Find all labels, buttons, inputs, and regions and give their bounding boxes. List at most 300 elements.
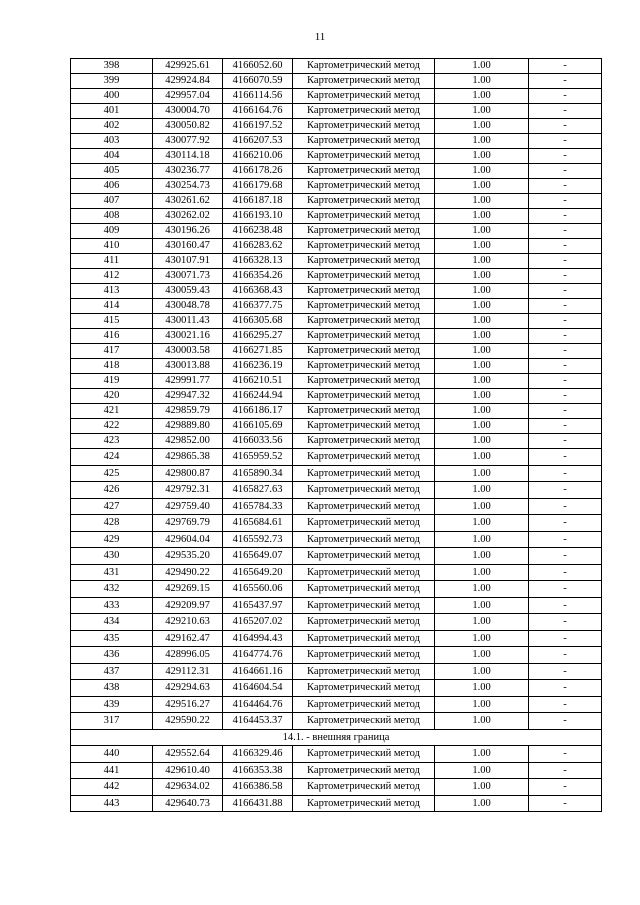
- method-cell: Картометрический метод: [293, 597, 435, 614]
- y-coordinate-cell: 4166210.51: [223, 374, 293, 389]
- description-cell: -: [529, 74, 602, 89]
- x-coordinate-cell: 430254.73: [153, 179, 223, 194]
- x-coordinate-cell: 429759.40: [153, 498, 223, 515]
- x-coordinate-cell: 429634.02: [153, 779, 223, 796]
- point-number-cell: 407: [71, 194, 153, 209]
- accuracy-cell: 1.00: [435, 284, 529, 299]
- table-row: [71, 269, 602, 284]
- x-coordinate-cell: 429769.79: [153, 515, 223, 532]
- y-coordinate-cell: 4165437.97: [223, 597, 293, 614]
- method-cell: Картометрический метод: [293, 389, 435, 404]
- y-coordinate-cell: 4166178.26: [223, 164, 293, 179]
- method-cell: Картометрический метод: [293, 449, 435, 466]
- table-row: [71, 449, 602, 466]
- point-number-cell: 401: [71, 104, 153, 119]
- method-cell: Картометрический метод: [293, 299, 435, 314]
- point-number-cell: 440: [71, 746, 153, 763]
- point-number-cell: 421: [71, 404, 153, 419]
- table-row: [71, 89, 602, 104]
- accuracy-cell: 1.00: [435, 104, 529, 119]
- method-cell: Картометрический метод: [293, 465, 435, 482]
- accuracy-cell: 1.00: [435, 419, 529, 434]
- point-number-cell: 427: [71, 498, 153, 515]
- accuracy-cell: 1.00: [435, 389, 529, 404]
- accuracy-cell: 1.00: [435, 359, 529, 374]
- method-cell: Картометрический метод: [293, 795, 435, 812]
- table-row: [71, 630, 602, 647]
- description-cell: -: [529, 762, 602, 779]
- table-row: [71, 59, 602, 74]
- point-number-cell: 434: [71, 614, 153, 631]
- accuracy-cell: 1.00: [435, 663, 529, 680]
- y-coordinate-cell: 4166197.52: [223, 119, 293, 134]
- x-coordinate-cell: 430021.16: [153, 329, 223, 344]
- x-coordinate-cell: 429294.63: [153, 680, 223, 697]
- table-row: [71, 299, 602, 314]
- table-row: [71, 746, 602, 763]
- accuracy-cell: 1.00: [435, 269, 529, 284]
- method-cell: Картометрический метод: [293, 515, 435, 532]
- y-coordinate-cell: 4165592.73: [223, 531, 293, 548]
- x-coordinate-cell: 429925.61: [153, 59, 223, 74]
- point-number-cell: 422: [71, 419, 153, 434]
- accuracy-cell: 1.00: [435, 119, 529, 134]
- x-coordinate-cell: 430003.58: [153, 344, 223, 359]
- y-coordinate-cell: 4165684.61: [223, 515, 293, 532]
- point-number-cell: 416: [71, 329, 153, 344]
- accuracy-cell: 1.00: [435, 779, 529, 796]
- accuracy-cell: 1.00: [435, 746, 529, 763]
- method-cell: Картометрический метод: [293, 614, 435, 631]
- x-coordinate-cell: 429210.63: [153, 614, 223, 631]
- method-cell: Картометрический метод: [293, 647, 435, 664]
- description-cell: -: [529, 89, 602, 104]
- description-cell: -: [529, 179, 602, 194]
- point-number-cell: 400: [71, 89, 153, 104]
- point-number-cell: 442: [71, 779, 153, 796]
- description-cell: -: [529, 581, 602, 598]
- table-row: [71, 254, 602, 269]
- description-cell: -: [529, 746, 602, 763]
- x-coordinate-cell: 430050.82: [153, 119, 223, 134]
- accuracy-cell: 1.00: [435, 299, 529, 314]
- method-cell: Картометрический метод: [293, 359, 435, 374]
- accuracy-cell: 1.00: [435, 344, 529, 359]
- x-coordinate-cell: 430262.02: [153, 209, 223, 224]
- point-number-cell: 417: [71, 344, 153, 359]
- table-row: [71, 404, 602, 419]
- y-coordinate-cell: 4166210.06: [223, 149, 293, 164]
- y-coordinate-cell: 4164774.76: [223, 647, 293, 664]
- description-cell: -: [529, 779, 602, 796]
- table-row: [71, 498, 602, 515]
- y-coordinate-cell: 4166271.85: [223, 344, 293, 359]
- description-cell: -: [529, 663, 602, 680]
- point-number-cell: 414: [71, 299, 153, 314]
- point-number-cell: 413: [71, 284, 153, 299]
- table-row: [71, 795, 602, 812]
- description-cell: -: [529, 449, 602, 466]
- table-row: [71, 515, 602, 532]
- table-row: [71, 224, 602, 239]
- accuracy-cell: 1.00: [435, 59, 529, 74]
- x-coordinate-cell: 429800.87: [153, 465, 223, 482]
- x-coordinate-cell: 429552.64: [153, 746, 223, 763]
- y-coordinate-cell: 4164453.37: [223, 713, 293, 730]
- y-coordinate-cell: 4166186.17: [223, 404, 293, 419]
- y-coordinate-cell: 4166236.19: [223, 359, 293, 374]
- x-coordinate-cell: 430059.43: [153, 284, 223, 299]
- accuracy-cell: 1.00: [435, 647, 529, 664]
- method-cell: Картометрический метод: [293, 374, 435, 389]
- x-coordinate-cell: 430013.88: [153, 359, 223, 374]
- method-cell: Картометрический метод: [293, 179, 435, 194]
- description-cell: -: [529, 374, 602, 389]
- point-number-cell: 410: [71, 239, 153, 254]
- method-cell: Картометрический метод: [293, 59, 435, 74]
- method-cell: Картометрический метод: [293, 498, 435, 515]
- y-coordinate-cell: 4166179.68: [223, 179, 293, 194]
- table-row: [71, 119, 602, 134]
- y-coordinate-cell: 4166238.48: [223, 224, 293, 239]
- point-number-cell: 404: [71, 149, 153, 164]
- description-cell: -: [529, 614, 602, 631]
- point-number-cell: 406: [71, 179, 153, 194]
- y-coordinate-cell: 4166377.75: [223, 299, 293, 314]
- y-coordinate-cell: 4166105.69: [223, 419, 293, 434]
- y-coordinate-cell: 4166328.13: [223, 254, 293, 269]
- accuracy-cell: 1.00: [435, 134, 529, 149]
- x-coordinate-cell: 430011.43: [153, 314, 223, 329]
- method-cell: Картометрический метод: [293, 89, 435, 104]
- point-number-cell: 411: [71, 254, 153, 269]
- y-coordinate-cell: 4166283.62: [223, 239, 293, 254]
- accuracy-cell: 1.00: [435, 224, 529, 239]
- description-cell: -: [529, 59, 602, 74]
- point-number-cell: 426: [71, 482, 153, 499]
- x-coordinate-cell: 429947.32: [153, 389, 223, 404]
- accuracy-cell: 1.00: [435, 795, 529, 812]
- table-row: [71, 779, 602, 796]
- method-cell: Картометрический метод: [293, 762, 435, 779]
- accuracy-cell: 1.00: [435, 465, 529, 482]
- description-cell: -: [529, 119, 602, 134]
- point-number-cell: 420: [71, 389, 153, 404]
- x-coordinate-cell: 430236.77: [153, 164, 223, 179]
- method-cell: Картометрический метод: [293, 239, 435, 254]
- x-coordinate-cell: 430196.26: [153, 224, 223, 239]
- point-number-cell: 429: [71, 531, 153, 548]
- point-number-cell: 403: [71, 134, 153, 149]
- description-cell: -: [529, 284, 602, 299]
- description-cell: -: [529, 647, 602, 664]
- x-coordinate-cell: 430048.78: [153, 299, 223, 314]
- y-coordinate-cell: 4165649.20: [223, 564, 293, 581]
- accuracy-cell: 1.00: [435, 696, 529, 713]
- x-coordinate-cell: 430160.47: [153, 239, 223, 254]
- accuracy-cell: 1.00: [435, 564, 529, 581]
- table-row: [71, 713, 602, 730]
- accuracy-cell: 1.00: [435, 548, 529, 565]
- y-coordinate-cell: 4166052.60: [223, 59, 293, 74]
- description-cell: -: [529, 104, 602, 119]
- method-cell: Картометрический метод: [293, 531, 435, 548]
- method-cell: Картометрический метод: [293, 779, 435, 796]
- y-coordinate-cell: 4165784.33: [223, 498, 293, 515]
- table-row: [71, 663, 602, 680]
- y-coordinate-cell: 4165560.06: [223, 581, 293, 598]
- method-cell: Картометрический метод: [293, 254, 435, 269]
- table-row: [71, 209, 602, 224]
- table-row: [71, 696, 602, 713]
- accuracy-cell: 1.00: [435, 498, 529, 515]
- x-coordinate-cell: 429112.31: [153, 663, 223, 680]
- description-cell: -: [529, 531, 602, 548]
- table-row: [71, 581, 602, 598]
- y-coordinate-cell: 4166070.59: [223, 74, 293, 89]
- page-number: 11: [314, 31, 326, 43]
- method-cell: Картометрический метод: [293, 269, 435, 284]
- y-coordinate-cell: 4166329.46: [223, 746, 293, 763]
- y-coordinate-cell: 4166368.43: [223, 284, 293, 299]
- section-heading-row: [71, 729, 602, 746]
- y-coordinate-cell: 4165959.52: [223, 449, 293, 466]
- accuracy-cell: 1.00: [435, 89, 529, 104]
- method-cell: Картометрический метод: [293, 209, 435, 224]
- method-cell: Картометрический метод: [293, 696, 435, 713]
- description-cell: -: [529, 239, 602, 254]
- accuracy-cell: 1.00: [435, 482, 529, 499]
- accuracy-cell: 1.00: [435, 434, 529, 449]
- point-number-cell: 402: [71, 119, 153, 134]
- x-coordinate-cell: 430077.92: [153, 134, 223, 149]
- method-cell: Картометрический метод: [293, 713, 435, 730]
- accuracy-cell: 1.00: [435, 374, 529, 389]
- x-coordinate-cell: 429852.00: [153, 434, 223, 449]
- point-number-cell: 317: [71, 713, 153, 730]
- point-number-cell: 431: [71, 564, 153, 581]
- description-cell: -: [529, 314, 602, 329]
- description-cell: -: [529, 548, 602, 565]
- x-coordinate-cell: 430071.73: [153, 269, 223, 284]
- point-number-cell: 408: [71, 209, 153, 224]
- table-row: [71, 419, 602, 434]
- table-row: [71, 465, 602, 482]
- description-cell: -: [529, 795, 602, 812]
- point-number-cell: 430: [71, 548, 153, 565]
- accuracy-cell: 1.00: [435, 194, 529, 209]
- description-cell: -: [529, 482, 602, 499]
- table-row: [71, 434, 602, 449]
- method-cell: Картометрический метод: [293, 149, 435, 164]
- accuracy-cell: 1.00: [435, 680, 529, 697]
- description-cell: -: [529, 329, 602, 344]
- table-row: [71, 179, 602, 194]
- x-coordinate-cell: 429590.22: [153, 713, 223, 730]
- y-coordinate-cell: 4166187.18: [223, 194, 293, 209]
- accuracy-cell: 1.00: [435, 515, 529, 532]
- method-cell: Картометрический метод: [293, 344, 435, 359]
- point-number-cell: 423: [71, 434, 153, 449]
- accuracy-cell: 1.00: [435, 762, 529, 779]
- x-coordinate-cell: 429924.84: [153, 74, 223, 89]
- description-cell: -: [529, 224, 602, 239]
- y-coordinate-cell: 4164994.43: [223, 630, 293, 647]
- table-row: [71, 359, 602, 374]
- accuracy-cell: 1.00: [435, 614, 529, 631]
- description-cell: -: [529, 498, 602, 515]
- method-cell: Картометрический метод: [293, 564, 435, 581]
- table-row: [71, 762, 602, 779]
- description-cell: -: [529, 465, 602, 482]
- method-cell: Картометрический метод: [293, 680, 435, 697]
- x-coordinate-cell: 429516.27: [153, 696, 223, 713]
- table-row: [71, 344, 602, 359]
- table-row: [71, 597, 602, 614]
- x-coordinate-cell: 429490.22: [153, 564, 223, 581]
- table-row: [71, 134, 602, 149]
- point-number-cell: 419: [71, 374, 153, 389]
- point-number-cell: 433: [71, 597, 153, 614]
- x-coordinate-cell: 429859.79: [153, 404, 223, 419]
- method-cell: Картометрический метод: [293, 581, 435, 598]
- method-cell: Картометрический метод: [293, 663, 435, 680]
- description-cell: -: [529, 389, 602, 404]
- y-coordinate-cell: 4166244.94: [223, 389, 293, 404]
- x-coordinate-cell: 429604.04: [153, 531, 223, 548]
- method-cell: Картометрический метод: [293, 314, 435, 329]
- description-cell: -: [529, 359, 602, 374]
- accuracy-cell: 1.00: [435, 404, 529, 419]
- description-cell: -: [529, 404, 602, 419]
- method-cell: Картометрический метод: [293, 548, 435, 565]
- point-number-cell: 437: [71, 663, 153, 680]
- x-coordinate-cell: 429957.04: [153, 89, 223, 104]
- x-coordinate-cell: 430107.91: [153, 254, 223, 269]
- description-cell: -: [529, 149, 602, 164]
- description-cell: -: [529, 515, 602, 532]
- x-coordinate-cell: 429865.38: [153, 449, 223, 466]
- table-row: [71, 374, 602, 389]
- table-row: [71, 389, 602, 404]
- table-row: [71, 314, 602, 329]
- method-cell: Картометрический метод: [293, 224, 435, 239]
- y-coordinate-cell: 4166295.27: [223, 329, 293, 344]
- description-cell: -: [529, 630, 602, 647]
- table-row: [71, 284, 602, 299]
- description-cell: -: [529, 597, 602, 614]
- point-number-cell: 428: [71, 515, 153, 532]
- x-coordinate-cell: 430004.70: [153, 104, 223, 119]
- point-number-cell: 443: [71, 795, 153, 812]
- point-number-cell: 439: [71, 696, 153, 713]
- point-number-cell: 435: [71, 630, 153, 647]
- coordinates-table-body: [71, 59, 602, 812]
- method-cell: Картометрический метод: [293, 746, 435, 763]
- y-coordinate-cell: 4164661.16: [223, 663, 293, 680]
- accuracy-cell: 1.00: [435, 449, 529, 466]
- y-coordinate-cell: 4166305.68: [223, 314, 293, 329]
- method-cell: Картометрический метод: [293, 194, 435, 209]
- x-coordinate-cell: 428996.05: [153, 647, 223, 664]
- method-cell: Картометрический метод: [293, 284, 435, 299]
- table-row: [71, 194, 602, 209]
- x-coordinate-cell: 429162.47: [153, 630, 223, 647]
- y-coordinate-cell: 4166193.10: [223, 209, 293, 224]
- table-row: [71, 482, 602, 499]
- description-cell: -: [529, 344, 602, 359]
- table-row: [71, 164, 602, 179]
- method-cell: Картометрический метод: [293, 404, 435, 419]
- point-number-cell: 425: [71, 465, 153, 482]
- y-coordinate-cell: 4166431.88: [223, 795, 293, 812]
- y-coordinate-cell: 4164464.76: [223, 696, 293, 713]
- accuracy-cell: 1.00: [435, 239, 529, 254]
- point-number-cell: 438: [71, 680, 153, 697]
- method-cell: Картометрический метод: [293, 419, 435, 434]
- description-cell: -: [529, 299, 602, 314]
- description-cell: -: [529, 269, 602, 284]
- y-coordinate-cell: 4165827.63: [223, 482, 293, 499]
- method-cell: Картометрический метод: [293, 482, 435, 499]
- accuracy-cell: 1.00: [435, 164, 529, 179]
- table-row: [71, 329, 602, 344]
- table-row: [71, 647, 602, 664]
- table-row: [71, 239, 602, 254]
- description-cell: -: [529, 134, 602, 149]
- x-coordinate-cell: 429610.40: [153, 762, 223, 779]
- description-cell: -: [529, 434, 602, 449]
- method-cell: Картометрический метод: [293, 104, 435, 119]
- description-cell: -: [529, 254, 602, 269]
- x-coordinate-cell: 429209.97: [153, 597, 223, 614]
- point-number-cell: 405: [71, 164, 153, 179]
- point-number-cell: 409: [71, 224, 153, 239]
- x-coordinate-cell: 429991.77: [153, 374, 223, 389]
- x-coordinate-cell: 429889.80: [153, 419, 223, 434]
- description-cell: -: [529, 194, 602, 209]
- description-cell: -: [529, 419, 602, 434]
- description-cell: -: [529, 680, 602, 697]
- y-coordinate-cell: 4166033.56: [223, 434, 293, 449]
- y-coordinate-cell: 4166386.58: [223, 779, 293, 796]
- accuracy-cell: 1.00: [435, 209, 529, 224]
- x-coordinate-cell: 429792.31: [153, 482, 223, 499]
- accuracy-cell: 1.00: [435, 713, 529, 730]
- table-row: [71, 614, 602, 631]
- x-coordinate-cell: 429535.20: [153, 548, 223, 565]
- point-number-cell: 399: [71, 74, 153, 89]
- accuracy-cell: 1.00: [435, 531, 529, 548]
- x-coordinate-cell: 430114.18: [153, 149, 223, 164]
- method-cell: Картометрический метод: [293, 119, 435, 134]
- method-cell: Картометрический метод: [293, 134, 435, 149]
- description-cell: -: [529, 164, 602, 179]
- x-coordinate-cell: 429269.15: [153, 581, 223, 598]
- method-cell: Картометрический метод: [293, 434, 435, 449]
- y-coordinate-cell: 4166164.76: [223, 104, 293, 119]
- x-coordinate-cell: 430261.62: [153, 194, 223, 209]
- section-heading: 14.1. - внешняя граница: [71, 729, 602, 746]
- x-coordinate-cell: 429640.73: [153, 795, 223, 812]
- table-row: [71, 149, 602, 164]
- y-coordinate-cell: 4165649.07: [223, 548, 293, 565]
- table-row: [71, 531, 602, 548]
- accuracy-cell: 1.00: [435, 581, 529, 598]
- table-row: [71, 564, 602, 581]
- method-cell: Картометрический метод: [293, 164, 435, 179]
- method-cell: Картометрический метод: [293, 329, 435, 344]
